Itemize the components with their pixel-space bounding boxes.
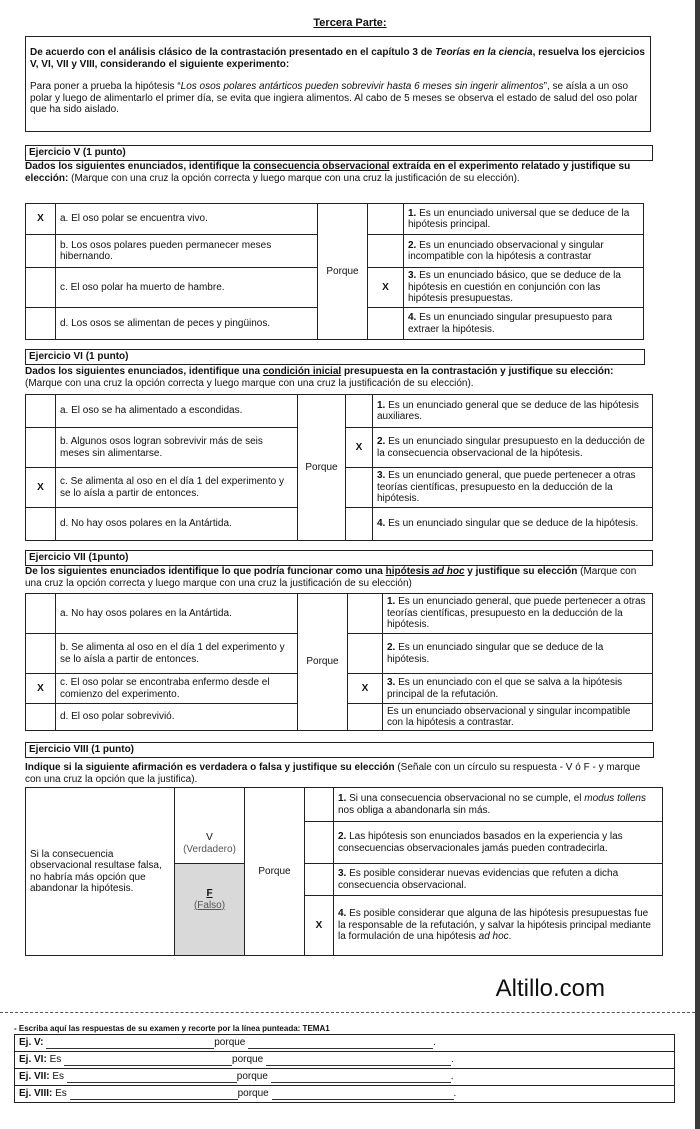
- ex8-false-option[interactable]: [175, 864, 245, 956]
- ex8-just-4: 4. Es posible considerar que alguna de las hipótesis presupuestas fue la responsable de la refutación, y salvar la hipótesis principal mediante la formulación de una hipótesis ad hoc.: [334, 896, 663, 956]
- ex7-option-a: a. No hay osos polares en la Antártida.: [56, 594, 298, 634]
- page-edge-bar: [695, 0, 700, 1129]
- ex8-false-word: (Falso): [193, 899, 226, 911]
- ex6-instructions: Dados los siguientes enunciados, identifique una condición inicial presupuesta en la contrastación y justifique su elección: (Marque con una cruz la opción correcta y luego marque con una cruz la justificación de su elección).: [25, 366, 614, 389]
- ex6-option-a-mark[interactable]: [26, 395, 56, 428]
- ex6-just-2-mark[interactable]: X: [346, 428, 373, 468]
- ex5-option-d-mark[interactable]: [26, 308, 56, 340]
- answer-blank[interactable]: [266, 1055, 451, 1066]
- ex6-just-4: 4. Es un enunciado singular que se deduce de la hipótesis.: [373, 508, 653, 541]
- answer-cell-viii[interactable]: Ej. VIII: Es porque .: [15, 1086, 675, 1103]
- table-row: [26, 395, 653, 428]
- ex8-table: [25, 787, 663, 956]
- ex6-option-d: d. No hay osos polares en la Antártida.: [56, 508, 298, 541]
- ex7-just-1-mark[interactable]: [348, 594, 383, 634]
- ex7-just-4-mark[interactable]: [348, 704, 383, 731]
- ex8-header: Ejercicio VIII (1 punto): [25, 742, 654, 758]
- ex7-table: [25, 593, 653, 731]
- ex7-just-2-mark[interactable]: [348, 634, 383, 674]
- porque-label: Porque: [298, 594, 348, 731]
- ex8-instructions: Indique si la siguiente afirmación es verdadera o falsa y justifique su elección (Señale con un círculo su respuesta - V ó F - y marque con una cruz la opción que la justifica).: [25, 762, 641, 785]
- altillo-watermark: Altillo.com: [495, 975, 605, 1002]
- ex5-just-4: 4. Es un enunciado singular presupuesto para extraer la hipótesis.: [404, 308, 644, 340]
- ex6-just-1: 1. Es un enunciado general que se deduce de las hipótesis auxiliares.: [373, 395, 653, 428]
- answer-row: [15, 1052, 675, 1069]
- ex5-option-b: b. Los osos polares pueden permanecer meses hibernando.: [56, 235, 318, 268]
- ex6-just-3: 3. Es un enunciado general, que puede pertenecer a otras teorías científicas, presupuesto en la deducción de la hipótesis.: [373, 468, 653, 508]
- ex8-true-word: (Verdadero): [183, 843, 236, 855]
- ex5-just-2: 2. Es un enunciado observacional y singular incompatible con la hipótesis a contrastar: [404, 235, 644, 268]
- ex5-just-3-mark[interactable]: X: [368, 268, 404, 308]
- ex6-header: Ejercicio VI (1 punto): [25, 349, 645, 365]
- page-title: Tercera Parte:: [313, 17, 387, 29]
- ex6-option-d-mark[interactable]: [26, 508, 56, 541]
- ex5-option-a-mark[interactable]: X: [26, 204, 56, 235]
- ex5-option-b-mark[interactable]: [26, 235, 56, 268]
- ex6-option-b: b. Algunos osos logran sobrevivir más de seis meses sin alimentarse.: [56, 428, 298, 468]
- ex7-just-3: 3. Es un enunciado con el que se salva a la hipótesis principal de la refutación.: [383, 674, 653, 704]
- cut-line: [0, 1012, 695, 1013]
- intro-instruction: De acuerdo con el análisis clásico de la contrastación presentado en el capítulo 3 de Teorías en la ciencia, resuelva los ejercicios V, VI, VII y VIII, considerando el siguiente experimento:: [30, 47, 645, 70]
- ex6-just-1-mark[interactable]: [346, 395, 373, 428]
- ex5-just-1: 1. Es un enunciado universal que se deduce de la hipótesis principal.: [404, 204, 644, 235]
- ex7-instructions: De los siguientes enunciados identifique lo que podría funcionar como una hipótesis ad hoc y justifique su elección (Marque con una cruz la opción correcta y luego marque con una cruz la justificación de su elección): [25, 566, 637, 589]
- table-row: [26, 594, 653, 634]
- ex8-just-2: 2. Las hipótesis son enunciados basados en la experiencia y las consecuencias observacionales jamás pueden contradecirla.: [334, 822, 663, 864]
- porque-label: Porque: [298, 395, 346, 541]
- ex8-true-option[interactable]: [175, 788, 245, 864]
- ex5-option-a: a. El oso polar se encuentra vivo.: [56, 204, 318, 235]
- answer-blank[interactable]: [46, 1038, 214, 1049]
- ex7-option-c-mark[interactable]: X: [26, 674, 56, 704]
- ex6-option-c-mark[interactable]: X: [26, 468, 56, 508]
- intro-experiment: Para poner a prueba la hipótesis “Los osos polares antárticos pueden sobrevivir hasta 6 meses sin ingerir alimentos”, se aísla a un oso polar y luego de alimentarlo el primer día, se evita que ingiera alimentos. Al cabo de 5 meses se observa el estado de salud del oso polar que ha sido aislado.: [30, 81, 638, 115]
- table-row: [26, 204, 644, 235]
- ex5-just-2-mark[interactable]: [368, 235, 404, 268]
- ex8-just-1: 1. Si una consecuencia observacional no se cumple, el modus tollens nos obliga a abandonarla sin más.: [334, 788, 663, 822]
- ex5-instructions: Dados los siguientes enunciados, identifique la consecuencia observacional extraída en el experimento relatado y justifique su elección: (Marque con una cruz la opción correcta y luego marque con una cruz la justificación de su elección).: [25, 161, 631, 184]
- ex5-table: [25, 203, 644, 340]
- ex5-just-4-mark[interactable]: [368, 308, 404, 340]
- answer-row: [15, 1069, 675, 1086]
- answer-heading: - Escriba aquí las respuestas de su examen y recorte por la línea punteada: TEMA1: [14, 1024, 330, 1033]
- ex6-just-4-mark[interactable]: [346, 508, 373, 541]
- ex7-option-b-mark[interactable]: [26, 634, 56, 674]
- ex8-just-3-mark[interactable]: [305, 864, 334, 896]
- ex7-just-4: Es un enunciado observacional y singular incompatible con la hipótesis a contrastar.: [383, 704, 653, 731]
- answer-cell-vii[interactable]: Ej. VII: Es porque .: [15, 1069, 675, 1086]
- answer-cell-vi[interactable]: Ej. VI: Es porque .: [15, 1052, 675, 1069]
- ex5-option-c-mark[interactable]: [26, 268, 56, 308]
- ex6-option-b-mark[interactable]: [26, 428, 56, 468]
- ex8-just-4-mark[interactable]: X: [305, 896, 334, 956]
- ex7-option-d-mark[interactable]: [26, 704, 56, 731]
- ex6-just-2: 2. Es un enunciado singular presupuesto en la deducción de la consecuencia observacional de la hipótesis.: [373, 428, 653, 468]
- porque-label: Porque: [318, 204, 368, 340]
- answer-table: [14, 1034, 675, 1103]
- ex8-just-1-mark[interactable]: [305, 788, 334, 822]
- ex7-option-a-mark[interactable]: [26, 594, 56, 634]
- ex7-just-3-mark[interactable]: X: [348, 674, 383, 704]
- ex6-just-3-mark[interactable]: [346, 468, 373, 508]
- answer-blank[interactable]: [67, 1072, 237, 1083]
- ex7-header: Ejercicio VII (1punto): [25, 550, 653, 566]
- ex8-statement: Si la consecuencia observacional resultase falsa, no habría más opción que abandonar la hipótesis.: [26, 788, 175, 956]
- ex6-option-c: c. Se alimenta al oso en el día 1 del experimento y se lo aísla a partir de entonces.: [56, 468, 298, 508]
- ex7-option-c: c. El oso polar se encontraba enfermo desde el comienzo del experimento.: [56, 674, 298, 704]
- ex5-option-d: d. Los osos se alimentan de peces y pingüinos.: [56, 308, 318, 340]
- table-row: [26, 788, 663, 822]
- ex8-true-letter: V: [206, 832, 213, 843]
- ex7-option-d: d. El oso polar sobrevivió.: [56, 704, 298, 731]
- ex5-option-c: c. El oso polar ha muerto de hambre.: [56, 268, 318, 308]
- ex7-just-2: 2. Es un enunciado singular que se deduce de la hipótesis.: [383, 634, 653, 674]
- answer-blank[interactable]: [271, 1072, 451, 1083]
- ex5-just-1-mark[interactable]: [368, 204, 404, 235]
- ex8-false-letter: F: [206, 888, 213, 899]
- intro-box: [25, 36, 651, 132]
- ex5-header: Ejercicio V (1 punto): [25, 145, 653, 161]
- ex5-just-3: 3. Es un enunciado básico, que se deduce de la hipótesis en cuestión en conjunción con las hipótesis presupuestas.: [404, 268, 644, 308]
- ex6-option-a: a. El oso se ha alimentado a escondidas.: [56, 395, 298, 428]
- answer-blank[interactable]: [248, 1038, 433, 1049]
- answer-blank[interactable]: [64, 1055, 232, 1066]
- answer-row: [15, 1086, 675, 1103]
- answer-cell-v[interactable]: Ej. V: porque .: [15, 1035, 675, 1052]
- answer-blank[interactable]: [272, 1089, 454, 1100]
- ex7-option-b: b. Se alimenta al oso en el día 1 del experimento y se lo aísla a partir de entonces.: [56, 634, 298, 674]
- answer-blank[interactable]: [70, 1089, 238, 1100]
- ex6-table: [25, 394, 653, 541]
- porque-label: Porque: [245, 788, 305, 956]
- ex7-just-1: 1. Es un enunciado general, que puede pertenecer a otras teorías científicas, presupuesto en la deducción de la hipótesis.: [383, 594, 653, 634]
- ex8-just-3: 3. Es posible considerar nuevas evidencias que refuten a dicha consecuencia observacional.: [334, 864, 663, 896]
- answer-row: [15, 1035, 675, 1052]
- ex8-just-2-mark[interactable]: [305, 822, 334, 864]
